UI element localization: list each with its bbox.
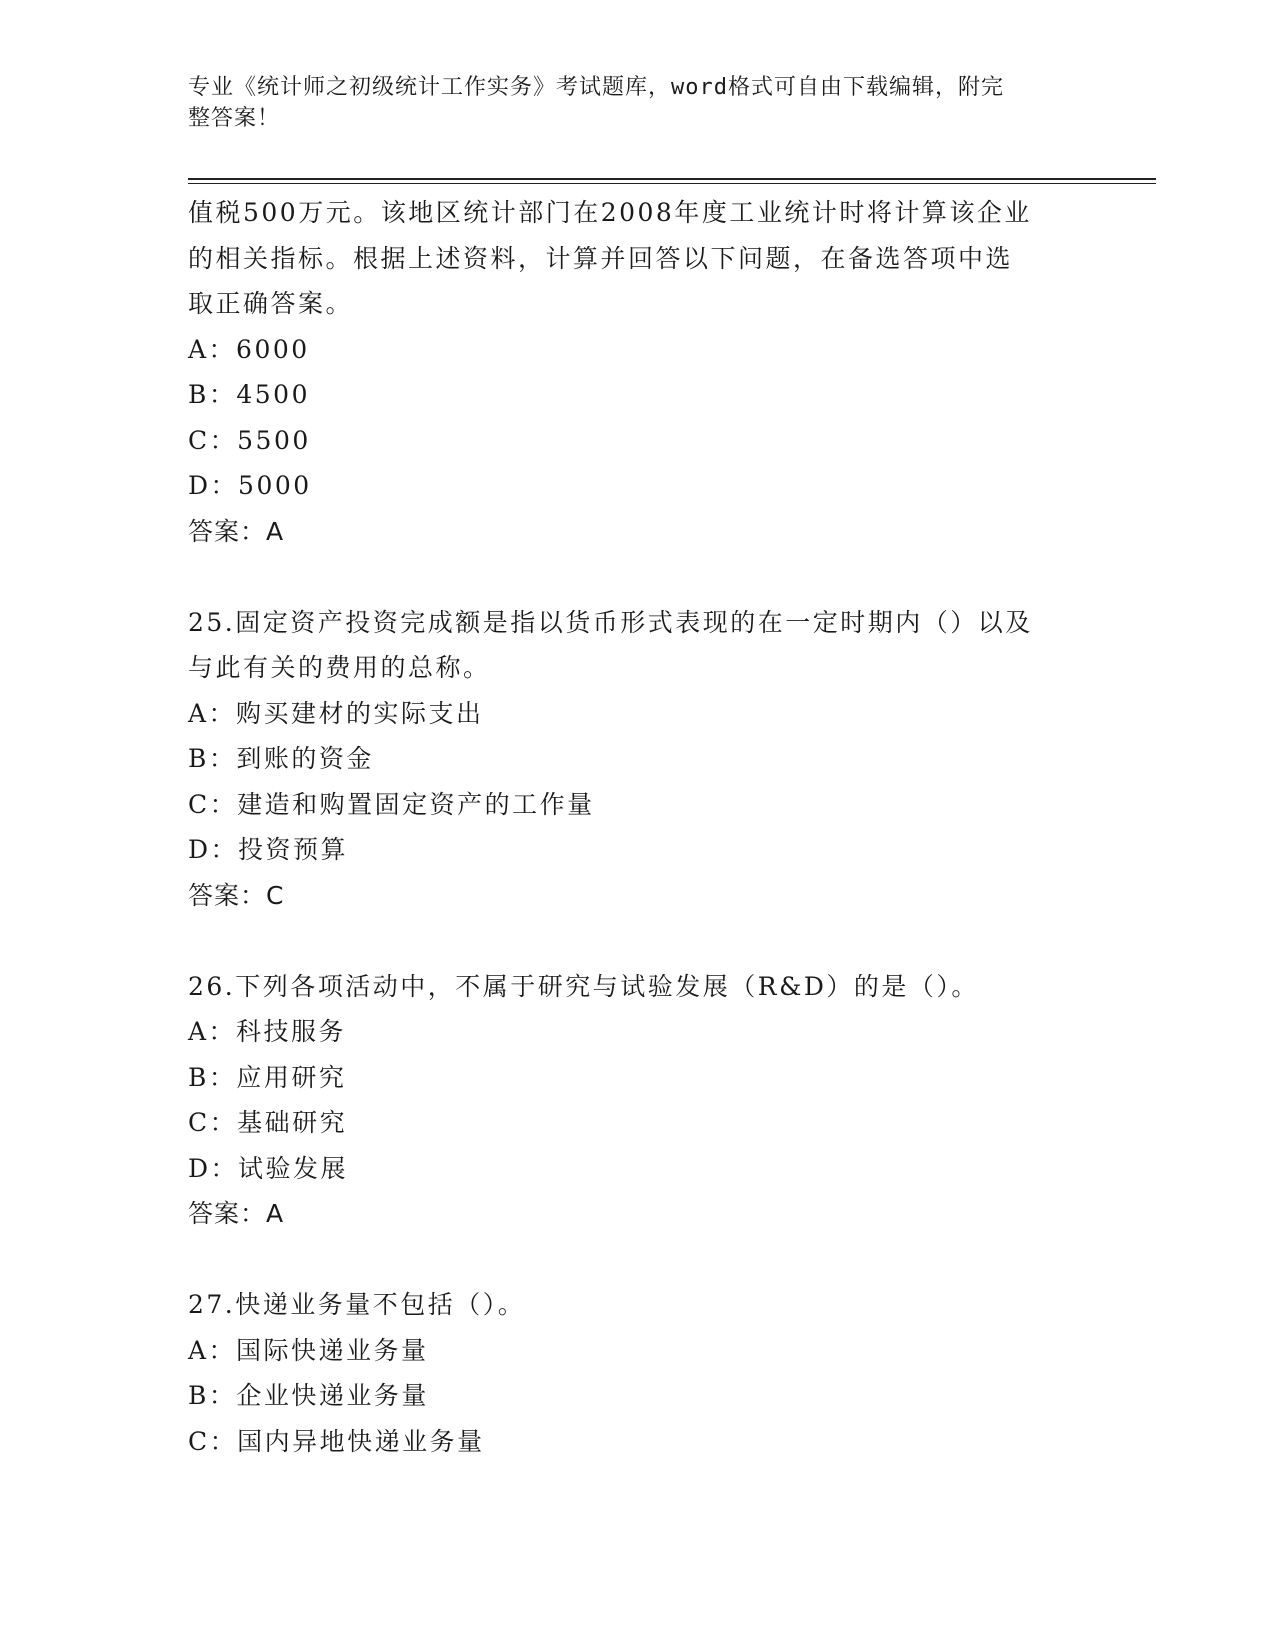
option-c: C：基础研究	[188, 1108, 348, 1137]
question-text-line: 27.快递业务量不包括（）。	[188, 1290, 526, 1319]
option-b: B：企业快递业务量	[188, 1381, 429, 1410]
header-divider-thick	[188, 178, 1156, 180]
option-a: A：科技服务	[188, 1017, 347, 1046]
question-text-line: 取正确答案。	[188, 289, 354, 318]
option-c: C：国内异地快递业务量	[188, 1426, 485, 1456]
header-line-1: 专业《统计师之初级统计工作实务》考试题库，word格式可自由下载编辑，附完	[188, 75, 1004, 100]
answer-line: 答案：A	[188, 516, 285, 546]
document-header	[188, 72, 1068, 134]
question-text-line: 25.固定资产投资完成额是指以货币形式表现的在一定时期内（）以及	[188, 607, 1033, 637]
answer-line: 答案：C	[188, 880, 285, 910]
header-divider-thin	[188, 183, 1156, 184]
question-24-tail	[188, 190, 1088, 554]
question-25	[188, 600, 1088, 919]
document-body	[188, 190, 1088, 1464]
question-text-line: 26.下列各项活动中，不属于研究与试验发展（R&D）的是（）。	[188, 971, 979, 1001]
option-b: B：4500	[188, 380, 310, 409]
option-c: C：5500	[188, 425, 311, 455]
answer-line: 答案：A	[188, 1199, 285, 1228]
spacer	[188, 1237, 1088, 1283]
question-text-line: 值税500万元。该地区统计部门在2008年度工业统计时将计算该企业	[188, 198, 1032, 227]
option-a: A：国际快递业务量	[188, 1335, 429, 1365]
option-a: A：6000	[188, 334, 310, 364]
spacer	[188, 554, 1088, 600]
spacer	[188, 918, 1088, 964]
question-27	[188, 1282, 1088, 1464]
option-d: D：5000	[188, 471, 312, 500]
question-26	[188, 964, 1088, 1237]
question-text-line: 与此有关的费用的总称。	[188, 653, 491, 682]
option-a: A：购买建材的实际支出	[188, 698, 484, 728]
option-b: B：到账的资金	[188, 744, 374, 773]
option-d: D：投资预算	[188, 835, 349, 864]
option-b: B：应用研究	[188, 1062, 347, 1092]
question-text-line: 的相关指标。根据上述资料，计算并回答以下问题，在备选答项中选	[188, 243, 1014, 273]
header-line-2: 整答案！	[188, 106, 281, 131]
option-c: C：建造和购置固定资产的工作量	[188, 789, 595, 819]
option-d: D：试验发展	[188, 1153, 349, 1183]
